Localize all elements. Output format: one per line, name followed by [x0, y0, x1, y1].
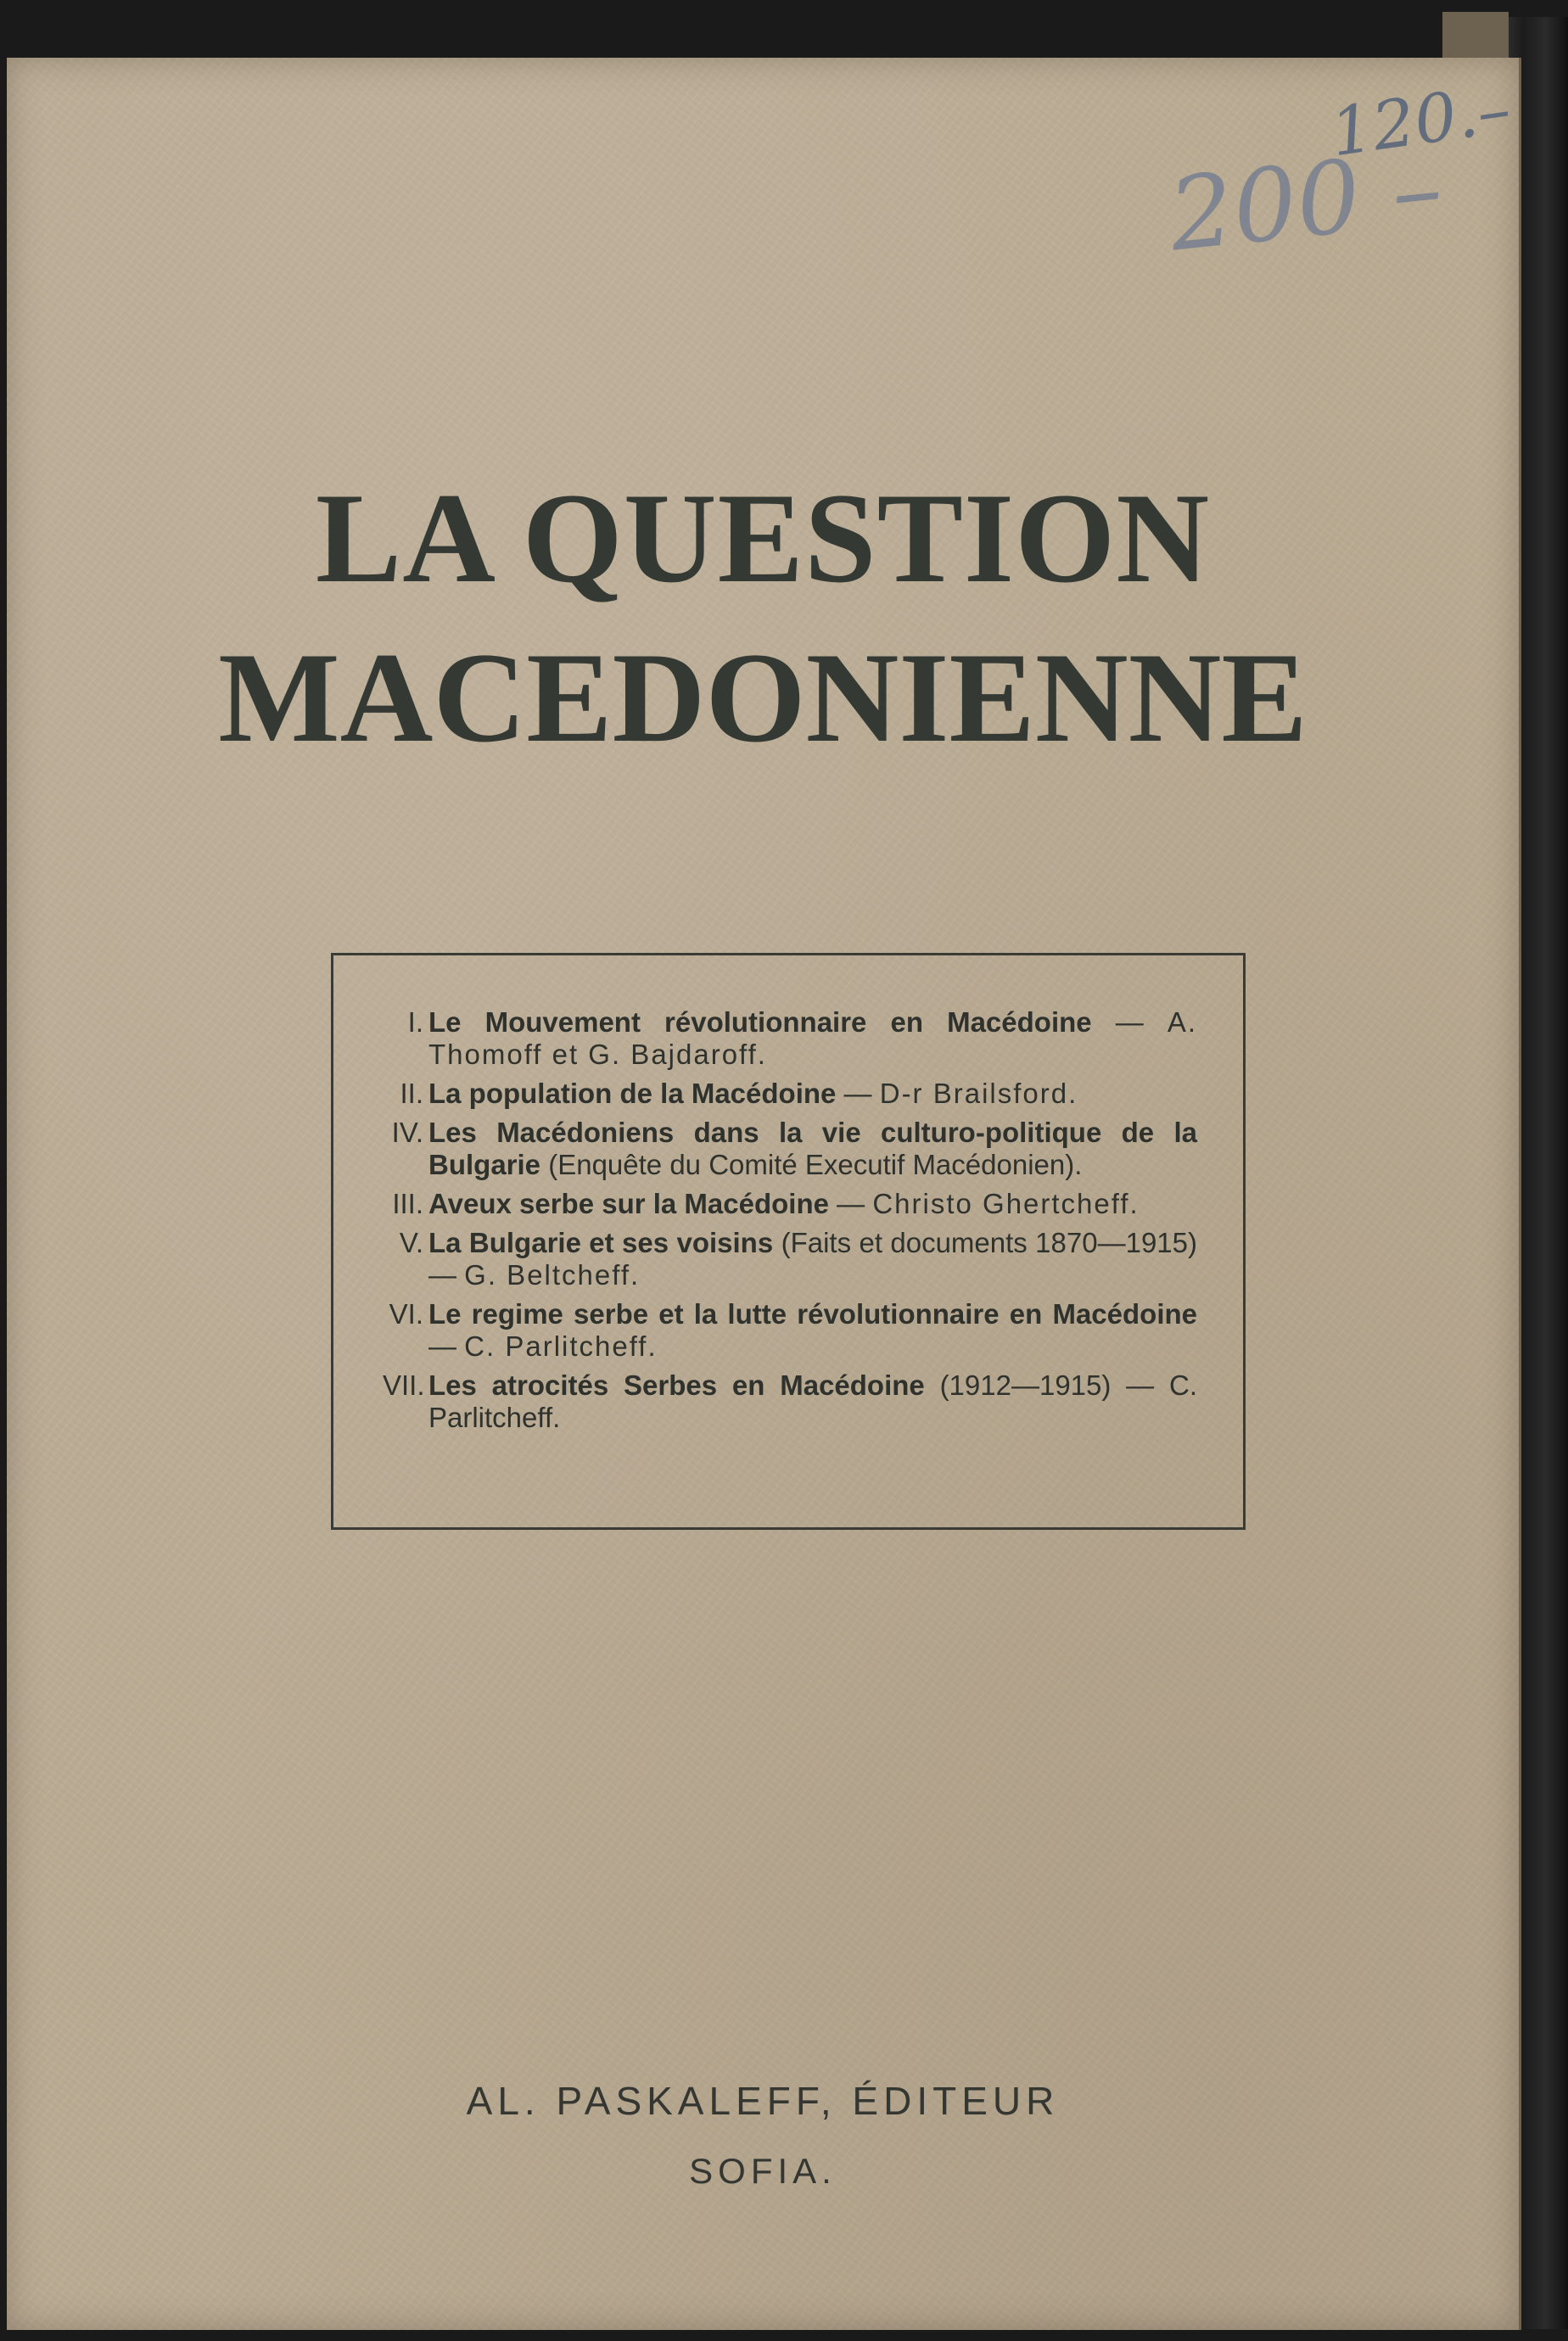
entry-number: V.	[399, 1227, 423, 1258]
contents-entry	[383, 1369, 1197, 1434]
contents-entry	[383, 1078, 1197, 1110]
pencil-crossed-price-note: 200 –	[1163, 128, 1448, 274]
entry-title: Aveux serbe sur la Macédoine	[428, 1188, 829, 1219]
entry-number: VI.	[389, 1298, 423, 1330]
entry-number: III.	[392, 1188, 423, 1219]
pencil-price-note: 120.–	[1325, 70, 1515, 172]
entry-author: Christo Ghertcheff.	[872, 1188, 1140, 1219]
entry-author: D-r Brailsford.	[879, 1078, 1078, 1109]
contents-entry	[383, 1188, 1197, 1220]
contents-entry	[383, 1117, 1197, 1181]
contents-box	[331, 953, 1246, 1530]
entry-note: (Enquête du Comité Executif Macédonien).	[540, 1149, 1083, 1180]
entry-number: II.	[400, 1078, 423, 1109]
publisher-name: AL. PASKALEFF, ÉDITEUR	[466, 2079, 1060, 2123]
cover-sheet	[7, 58, 1521, 2330]
title-line-2: MACEDONIENNE	[218, 626, 1308, 769]
entry-title: La Bulgarie et ses voisins	[428, 1227, 774, 1258]
entry-note: (1912—1915) — C. Parlitcheff.	[428, 1369, 1197, 1433]
entry-author: G. Beltcheff.	[464, 1259, 641, 1291]
entry-note: —	[828, 1188, 873, 1219]
entry-title: Les atrocités Serbes en Macédoine	[428, 1369, 925, 1401]
publisher-city: SOFIA.	[689, 2151, 837, 2191]
page-edge	[1442, 12, 1509, 63]
entry-note: —	[428, 1330, 465, 1362]
contents-entry	[383, 1298, 1197, 1363]
entry-title: Le regime serbe et la lutte révolutionnaire en Macédoine	[428, 1298, 1197, 1330]
entry-author: A. Thomoff et G. Bajdaroff.	[428, 1006, 1197, 1070]
entry-note: (Faits et documents 1870—1915) —	[428, 1227, 1197, 1291]
entry-author: C. Parlitcheff.	[464, 1330, 658, 1362]
contents-list	[383, 1006, 1197, 1441]
entry-note: —	[1091, 1006, 1168, 1038]
entry-title: Les Macédoniens dans la vie culturo-politique de la Bulgarie	[428, 1117, 1197, 1180]
book-title	[7, 467, 1519, 769]
entry-number: I.	[407, 1006, 423, 1038]
entry-title: La population de la Macédoine	[428, 1078, 837, 1109]
entry-number: IV.	[391, 1117, 423, 1148]
entry-number: VII.	[383, 1369, 425, 1401]
contents-entry	[383, 1227, 1197, 1291]
title-line-1: LA QUESTION	[315, 467, 1211, 609]
entry-title: Le Mouvement révolutionnaire en Macédoine	[428, 1006, 1092, 1038]
entry-note: —	[836, 1078, 880, 1109]
contents-entry	[383, 1006, 1197, 1071]
